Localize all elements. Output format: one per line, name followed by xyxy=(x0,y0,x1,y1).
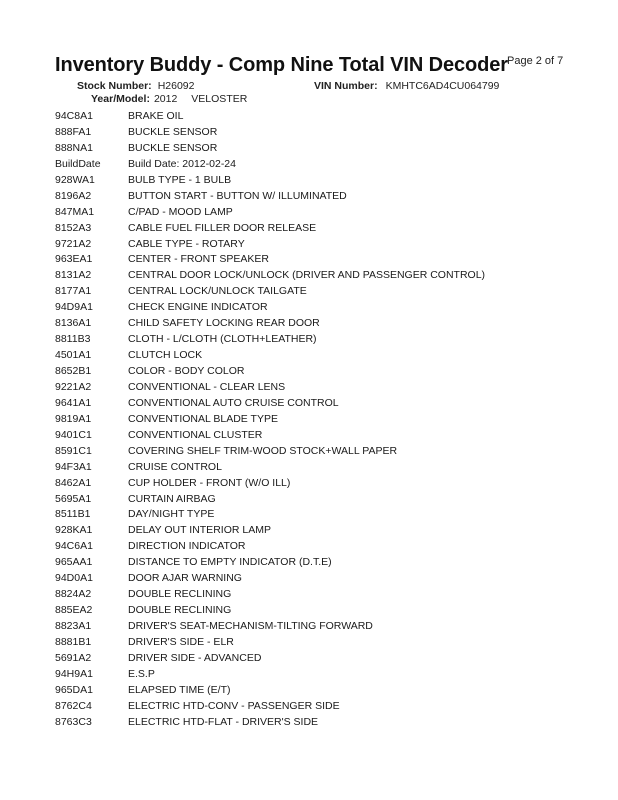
option-code-row xyxy=(55,683,575,699)
option-code: 8652B1 xyxy=(55,365,92,377)
option-code: 928WA1 xyxy=(55,173,95,186)
option-code: 8881B1 xyxy=(55,635,92,648)
option-code: 94D9A1 xyxy=(55,301,93,314)
option-code: 94H9A1 xyxy=(55,667,93,680)
option-description: CRUISE CONTROL xyxy=(128,460,222,473)
page-title: Inventory Buddy - Comp Nine Total VIN Decoder xyxy=(55,54,508,76)
option-code-row xyxy=(55,332,575,348)
option-description: CENTER - FRONT SPEAKER xyxy=(128,253,269,266)
option-code-row xyxy=(55,492,575,508)
option-code-row xyxy=(55,252,575,268)
option-code: 963EA1 xyxy=(55,253,93,266)
stock-number-field xyxy=(77,80,194,92)
option-code: 8177A1 xyxy=(55,285,92,298)
option-code-row xyxy=(55,364,575,380)
option-code-row xyxy=(55,651,575,667)
option-code: 8824A2 xyxy=(55,588,92,601)
option-description: DIRECTION INDICATOR xyxy=(128,540,246,553)
option-code: 5691A2 xyxy=(55,651,92,664)
option-code-row xyxy=(55,507,575,523)
option-description: E.S.P xyxy=(128,667,155,680)
option-code-row xyxy=(55,316,575,332)
option-code: 5695A1 xyxy=(55,492,92,505)
option-code-row xyxy=(55,396,575,412)
option-code-row xyxy=(55,173,575,189)
option-code: 8196A2 xyxy=(55,189,92,202)
option-description: ELECTRIC HTD-FLAT - DRIVER'S SIDE xyxy=(128,715,319,728)
option-code: 8131A2 xyxy=(55,269,92,282)
option-description: CENTRAL DOOR LOCK/UNLOCK (DRIVER AND PASSENGER CONTROL) xyxy=(128,269,486,282)
option-code: 8763C3 xyxy=(55,715,92,728)
option-code-row xyxy=(55,603,575,619)
option-code-row xyxy=(55,157,575,173)
option-description: DOUBLE RECLINING xyxy=(128,588,232,601)
option-description: CENTRAL LOCK/UNLOCK TAILGATE xyxy=(128,285,307,298)
option-code: 94C8A1 xyxy=(55,110,93,122)
option-code: 9819A1 xyxy=(55,412,92,425)
option-code: 9401C1 xyxy=(55,428,92,441)
option-code: 94F3A1 xyxy=(55,460,92,473)
vin-number-value: KMHTC6AD4CU064799 xyxy=(385,80,500,92)
option-description: DELAY OUT INTERIOR LAMP xyxy=(128,524,271,537)
option-code-row xyxy=(55,268,575,284)
option-description: DOOR AJAR WARNING xyxy=(128,572,242,585)
option-description: CUP HOLDER - FRONT (W/O ILL) xyxy=(128,476,291,489)
option-code: 9721A2 xyxy=(55,237,92,250)
option-code-row xyxy=(55,571,575,587)
option-code: 885EA2 xyxy=(55,604,93,617)
option-description: BRAKE OIL xyxy=(128,110,184,122)
option-code-row xyxy=(55,587,575,603)
option-code-row xyxy=(55,699,575,715)
option-description: CHILD SAFETY LOCKING REAR DOOR xyxy=(128,317,320,330)
option-code: 8462A1 xyxy=(55,476,92,489)
option-description: CHECK ENGINE INDICATOR xyxy=(128,301,268,314)
option-code-row xyxy=(55,539,575,555)
stock-number-value: H26092 xyxy=(157,80,195,92)
option-description: CABLE TYPE - ROTARY xyxy=(128,237,245,250)
option-description: CURTAIN AIRBAG xyxy=(128,492,216,505)
option-code-row xyxy=(55,284,575,300)
option-code: 8591C1 xyxy=(55,444,92,457)
option-code: 9221A2 xyxy=(55,380,92,393)
option-description: CONVENTIONAL CLUSTER xyxy=(128,428,263,441)
option-description: DRIVER SIDE - ADVANCED xyxy=(128,651,262,664)
option-code-list xyxy=(55,109,575,731)
option-code-row xyxy=(55,619,575,635)
option-code: 888FA1 xyxy=(55,125,92,138)
option-code: 8511B1 xyxy=(55,508,91,521)
year-value: 2012 xyxy=(153,93,178,105)
option-code-row xyxy=(55,237,575,253)
option-code-row xyxy=(55,476,575,492)
option-description: COLOR - BODY COLOR xyxy=(128,365,245,377)
option-description: Build Date: 2012-02-24 xyxy=(128,157,236,170)
option-description: CLOTH - L/CLOTH (CLOTH+LEATHER) xyxy=(128,333,317,346)
option-code: 8811B3 xyxy=(55,333,91,346)
option-code-row xyxy=(55,205,575,221)
model-value: VELOSTER xyxy=(191,93,248,105)
option-code-row xyxy=(55,221,575,237)
vin-number-label: VIN Number: xyxy=(314,80,378,92)
option-code-row xyxy=(55,444,575,460)
option-description: CLUTCH LOCK xyxy=(128,349,203,362)
page-number: Page 2 of 7 xyxy=(507,55,564,67)
year-model-field xyxy=(91,93,247,105)
option-code-row xyxy=(55,300,575,316)
option-code-row xyxy=(55,141,575,157)
option-description: DRIVER'S SEAT-MECHANISM-TILTING FORWARD xyxy=(128,620,373,632)
option-code-row xyxy=(55,555,575,571)
option-code: 8152A3 xyxy=(55,221,92,234)
option-code: 928KA1 xyxy=(55,524,93,537)
option-code: 8136A1 xyxy=(55,317,92,330)
option-code-row xyxy=(55,412,575,428)
option-description: DOUBLE RECLINING xyxy=(128,604,232,617)
year-model-label: Year/Model: xyxy=(91,93,150,105)
option-description: ELECTRIC HTD-CONV - PASSENGER SIDE xyxy=(128,699,340,712)
option-code-row xyxy=(55,125,575,141)
option-code-row xyxy=(55,189,575,205)
option-code: 8823A1 xyxy=(55,620,92,632)
option-description: C/PAD - MOOD LAMP xyxy=(128,205,233,218)
option-code-row xyxy=(55,428,575,444)
option-description: BUCKLE SENSOR xyxy=(128,141,218,154)
option-description: DRIVER'S SIDE - ELR xyxy=(128,635,234,648)
option-description: BUTTON START - BUTTON W/ ILLUMINATED xyxy=(128,189,347,202)
option-description: ELAPSED TIME (E/T) xyxy=(128,683,231,696)
vin-number-field xyxy=(314,80,499,92)
option-code: 9641A1 xyxy=(55,396,92,409)
option-code-row xyxy=(55,635,575,651)
option-description: CONVENTIONAL AUTO CRUISE CONTROL xyxy=(128,396,339,409)
option-code: BuildDate xyxy=(55,157,101,170)
option-code-row xyxy=(55,109,575,125)
option-description: DAY/NIGHT TYPE xyxy=(128,508,215,521)
option-code: 888NA1 xyxy=(55,141,93,154)
option-description: BUCKLE SENSOR xyxy=(128,125,218,138)
option-code-row xyxy=(55,667,575,683)
option-description: CONVENTIONAL BLADE TYPE xyxy=(128,412,278,425)
option-code: 4501A1 xyxy=(55,349,92,362)
option-code-row xyxy=(55,460,575,476)
option-code: 847MA1 xyxy=(55,205,95,218)
option-description: COVERING SHELF TRIM-WOOD STOCK+WALL PAPER xyxy=(128,444,398,457)
option-code-row xyxy=(55,523,575,539)
option-code: 8762C4 xyxy=(55,699,92,712)
option-description: CONVENTIONAL - CLEAR LENS xyxy=(128,380,286,393)
option-code-row xyxy=(55,715,575,731)
option-code: 965AA1 xyxy=(55,556,93,569)
option-code: 965DA1 xyxy=(55,683,93,696)
option-description: DISTANCE TO EMPTY INDICATOR (D.T.E) xyxy=(128,556,332,569)
option-description: BULB TYPE - 1 BULB xyxy=(128,173,232,186)
option-code: 94D0A1 xyxy=(55,572,93,585)
option-code: 94C6A1 xyxy=(55,540,93,553)
option-code-row xyxy=(55,380,575,396)
stock-number-label: Stock Number: xyxy=(77,80,152,92)
option-code-row xyxy=(55,348,575,364)
option-description: CABLE FUEL FILLER DOOR RELEASE xyxy=(128,221,317,234)
